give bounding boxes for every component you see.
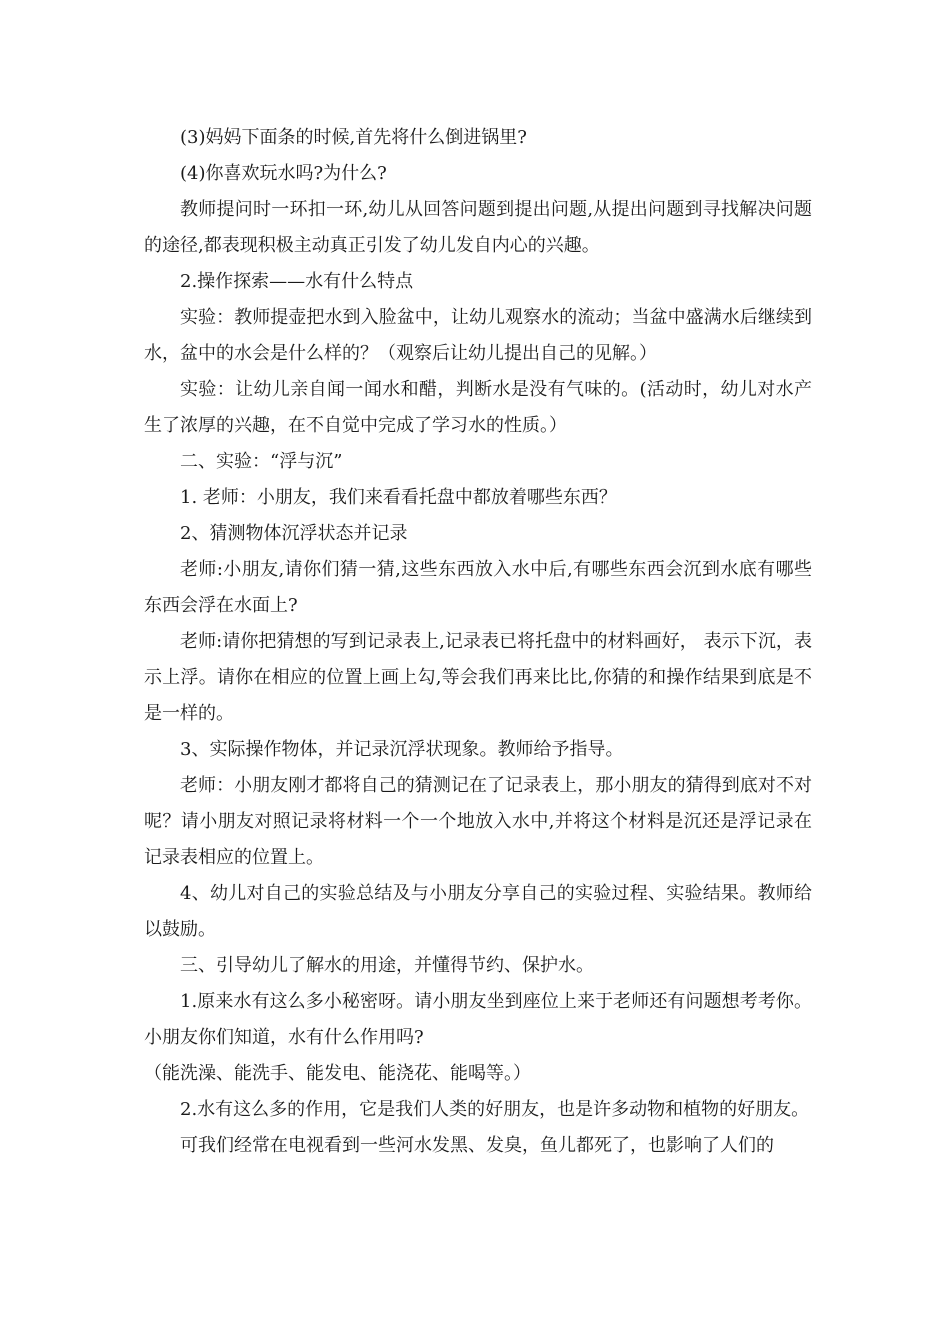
step-3-operate-objects: 3、实际操作物体，并记录沉浮状现象。教师给予指导。 <box>180 739 624 760</box>
section-heading-float-sink: 二、实验：“浮与沉” <box>180 451 343 472</box>
experiment-water-flow: 实验：教师提壶把水到入脸盆中，让幼儿观察水的流动；当盆中盛满水后继续到水，盆中的水会是什么样的？（观察后让幼儿提出自己的见解。） <box>144 307 812 364</box>
teacher-verify-prompt: 老师：小朋友刚才都将自己的猜测记在了记录表上，那小朋友的猜得到底对不对呢？请小朋友对照记录将材料一个一个地放入水中,并将这个材料是沉还是浮记录在记录表相应的位置上。 <box>144 775 812 868</box>
uses-answers: （能洗澡、能洗手、能发电、能浇花、能喝等。） <box>144 1063 531 1084</box>
teacher-record-instructions: 老师:请你把猜想的写到记录表上,记录表已将托盘中的材料画好， 表示下沉，表示上浮。请你在相应的位置上画上勾,等会我们再来比比,你猜的和操作结果到底是不是一样的。 <box>144 631 812 724</box>
question-4: (4)你喜欢玩水吗?为什么? <box>180 163 387 184</box>
experiment-smell: 实验：让幼儿亲自闻一闻水和醋，判断水是没有气味的。(活动时，幼儿对水产生了浓厚的兴趣，在不自觉中完成了学习水的性质。） <box>144 379 812 436</box>
step-4-summary-share: 4、幼儿对自己的实验总结及与小朋友分享自己的实验过程、实验结果。教师给以鼓励。 <box>144 883 812 940</box>
step-2-guess-record: 2、猜测物体沉浮状态并记录 <box>180 523 408 544</box>
uses-question: 1.原来水有这么多小秘密呀。请小朋友坐到座位上来于老师还有问题想考考你。小朋友你们知道，水有什么作用吗? <box>144 991 812 1048</box>
section-heading-operation-explore: 2.操作探索——水有什么特点 <box>180 271 414 292</box>
teacher-questioning-note: 教师提问时一环扣一环,幼儿从回答问题到提出问题,从提出问题到寻找解决问题的途径,都表现积极主动真正引发了幼儿发自内心的兴趣。 <box>144 199 812 256</box>
step-1-tray-items: 1. 老师：小朋友，我们来看看托盘中都放着哪些东西？ <box>180 487 617 508</box>
question-3: (3)妈妈下面条的时候,首先将什么倒进锅里? <box>180 127 527 148</box>
water-good-friend: 2.水有这么多的作用，它是我们人类的好朋友，也是许多动物和植物的好朋友。 <box>180 1099 810 1120</box>
section-heading-water-uses: 三、引导幼儿了解水的用途，并懂得节约、保护水。 <box>180 955 594 976</box>
document-body <box>144 120 812 1164</box>
pollution-paragraph: 可我们经常在电视看到一些河水发黑、发臭，鱼儿都死了，也影响了人们的 <box>180 1135 774 1156</box>
teacher-guess-prompt: 老师:小朋友,请你们猜一猜,这些东西放入水中后,有哪些东西会沉到水底有哪些东西会浮在水面上? <box>144 559 812 616</box>
